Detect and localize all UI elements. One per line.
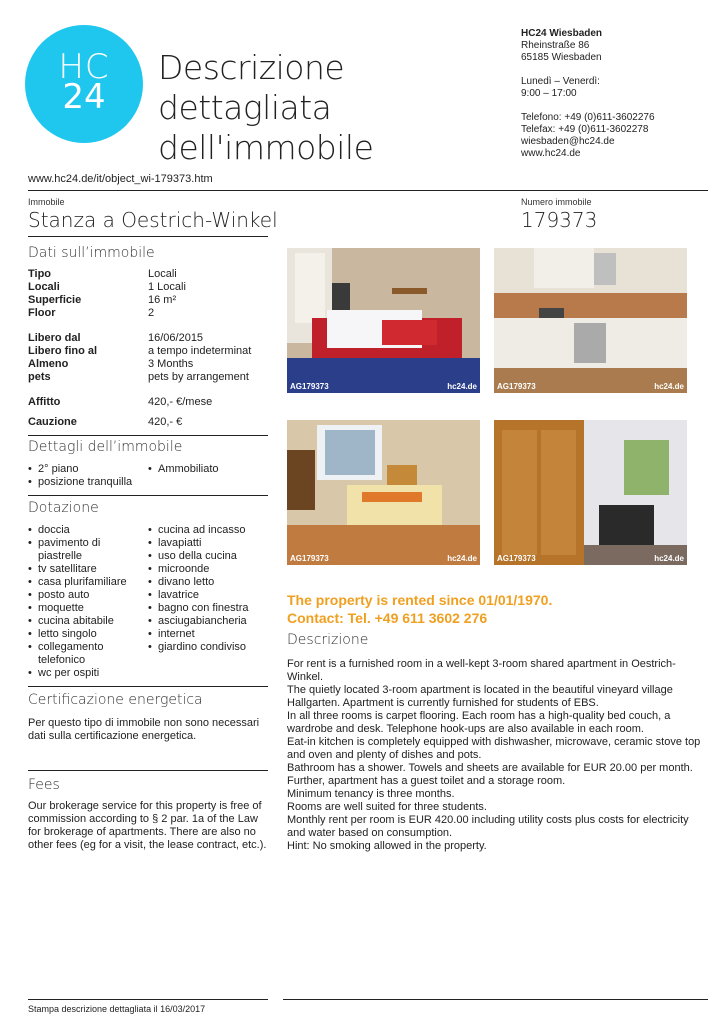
rent-value: 420,- €/mese — [148, 396, 213, 408]
photo-kitchen — [494, 248, 687, 393]
divider — [28, 236, 268, 237]
property-title: Stanza a Oestrich-Winkel — [28, 208, 278, 232]
fact-value: 3 Months — [148, 358, 194, 370]
fact-key: Libero fino al — [28, 345, 98, 357]
divider — [28, 435, 268, 436]
list-item: • wc per ospiti — [28, 667, 143, 680]
office-fax: Telefax: +49 (0)611-3602278 — [521, 124, 649, 135]
logo-text-24: 24 — [62, 77, 106, 117]
hc24-logo — [25, 25, 143, 143]
list-item: • cucina abitabile — [28, 615, 143, 628]
fact-key: Libero dal — [28, 332, 81, 344]
list-item: • lavapiatti — [148, 537, 273, 550]
photo-caption-brand: hc24.de — [654, 382, 684, 391]
list-item: • moquette — [28, 602, 143, 615]
description-line: Rooms are well suited for three students. — [287, 801, 487, 813]
description-line: The quietly located 3-room apartment is located in the beautiful vineyard village Hallgarten. Apartment is currently furnished for students of EBS. — [287, 684, 673, 709]
details-section-title: Dettagli dell’immobile — [28, 439, 183, 455]
property-number: 179373 — [521, 208, 598, 232]
rent-row — [28, 396, 268, 409]
list-item: • 2° piano — [28, 463, 148, 476]
list-item: • Ammobiliato — [148, 463, 268, 476]
fact-value: Locali — [148, 268, 177, 280]
photo-caption-brand: hc24.de — [447, 382, 477, 391]
property-number-label: Numero immobile — [521, 197, 592, 207]
list-item: • casa plurifamiliare — [28, 576, 143, 589]
photo-bedroom — [287, 248, 480, 393]
fact-value: 1 Locali — [148, 281, 186, 293]
fact-key: Floor — [28, 307, 56, 319]
energy-text: Per questo tipo di immobile non sono necessari dati sulla certificazione energetica. — [28, 717, 260, 742]
fact-key: Almeno — [28, 358, 69, 370]
footer-divider-right — [283, 999, 708, 1000]
fact-row — [28, 345, 268, 358]
office-hours-time: 9:00 – 17:00 — [521, 88, 577, 99]
fact-row — [28, 358, 268, 371]
features-section-title: Dotazione — [28, 500, 99, 516]
fact-key: pets — [28, 371, 51, 383]
list-item: • posizione tranquilla — [28, 476, 148, 489]
photo-caption-brand: hc24.de — [447, 554, 477, 563]
list-item: • asciugabiancheria — [148, 615, 273, 628]
dining-image — [287, 420, 480, 565]
deposit-key: Cauzione — [28, 416, 77, 428]
description-line: Bathroom has a shower. Towels and sheets are available for EUR 20.00 per month. — [287, 762, 693, 774]
rented-notice-contact[interactable]: Contact: Tel. +49 611 3602 276 — [287, 610, 488, 626]
fees-text: Our brokerage service for this property is free of commission according to § 2 par. 1a of the Law for brokerage of apartments. There are also no other fees (eg for a visit, the lease contract, etc.). — [28, 800, 267, 851]
office-phone: Telefono: +49 (0)611-3602276 — [521, 112, 655, 123]
photo-caption-id: AG179373 — [497, 382, 536, 391]
office-email[interactable]: wiesbaden@hc24.de — [521, 136, 615, 147]
document-title-line2: dell'immobile — [158, 128, 374, 167]
rent-key: Affitto — [28, 396, 61, 408]
description-line: Further, apartment has a guest toilet and a storage room. — [287, 775, 566, 787]
divider — [28, 190, 708, 191]
fact-value: a tempo indeterminat — [148, 345, 252, 357]
fact-key: Tipo — [28, 268, 52, 280]
divider — [28, 495, 268, 496]
footer-divider-left — [28, 999, 268, 1000]
wardrobe-image — [494, 420, 687, 565]
photo-caption-brand: hc24.de — [654, 554, 684, 563]
logo-text-hc: HC — [58, 47, 110, 87]
object-url[interactable]: www.hc24.de/it/object_wi-179373.htm — [28, 173, 213, 185]
list-item: • letto singolo — [28, 628, 143, 641]
description-line: Monthly rent per room is EUR 420.00 including utility costs plus costs for electricity and water based on consumption. — [287, 814, 689, 839]
fact-value: 16 m² — [148, 294, 177, 306]
office-web[interactable]: www.hc24.de — [521, 148, 581, 159]
photo-caption-id: AG179373 — [290, 382, 329, 391]
print-date: Stampa descrizione dettagliata il 16/03/2017 — [28, 1004, 206, 1014]
property-facts-group1 — [28, 268, 268, 320]
divider — [28, 770, 268, 771]
list-item: • doccia — [28, 524, 143, 537]
fact-value: 2 — [148, 307, 155, 319]
list-item: • lavatrice — [148, 589, 273, 602]
fact-key: Locali — [28, 281, 60, 293]
list-item: • cucina ad incasso — [148, 524, 273, 537]
office-name: HC24 Wiesbaden — [521, 28, 603, 39]
office-hours-days: Lunedì – Venerdì: — [521, 76, 600, 87]
description-text — [287, 658, 707, 853]
list-item: • uso della cucina — [148, 550, 273, 563]
rented-notice-line1: The property is rented since 01/01/1970. — [287, 592, 553, 608]
document-title — [158, 48, 518, 168]
fees-section-title: Fees — [28, 777, 60, 793]
list-item: • bagno con finestra — [148, 602, 273, 615]
photo-caption-id: AG179373 — [497, 554, 536, 563]
photo-wardrobe — [494, 420, 687, 565]
fact-value: pets by arrangement — [148, 371, 249, 383]
description-line: For rent is a furnished room in a well-kept 3-room shared apartment in Oestrich-Winkel. — [287, 658, 676, 683]
fact-key: Superficie — [28, 294, 82, 306]
description-line: Hint: No smoking allowed in the property. — [287, 840, 487, 852]
list-item: • collegamento telefonico — [28, 641, 143, 667]
property-label: Immobile — [28, 197, 65, 207]
property-facts-group2 — [28, 332, 268, 384]
kitchen-image — [494, 248, 687, 393]
description-line: In all three rooms is carpet flooring. Each room has a high-quality bed couch, a wardrobe and desk. Telephone hook-ups are also available in each room. — [287, 710, 671, 735]
description-section-title: Descrizione — [287, 632, 369, 648]
list-item: • pavimento di piastrelle — [28, 537, 143, 563]
fact-row — [28, 268, 268, 281]
list-item: • internet — [148, 628, 273, 641]
details-list-col1 — [28, 463, 148, 489]
energy-section-title: Certificazione energetica — [28, 692, 203, 708]
list-item: • tv satellitare — [28, 563, 143, 576]
deposit-row — [28, 416, 268, 429]
fact-row — [28, 371, 268, 384]
office-street: Rheinstraße 86 — [521, 40, 590, 51]
data-section-title: Dati sull’immobile — [28, 245, 155, 261]
fact-row — [28, 307, 268, 320]
description-line: Eat-in kitchen is completely equipped with dishwasher, microwave, ceramic stove top and oven and plenty of dishes and pots. — [287, 736, 701, 761]
features-list-col1 — [28, 524, 143, 680]
list-item: • microonde — [148, 563, 273, 576]
list-item: • posto auto — [28, 589, 143, 602]
fact-row — [28, 332, 268, 345]
deposit-value: 420,- € — [148, 416, 183, 428]
list-item: • giardino condiviso — [148, 641, 273, 654]
details-list-col2 — [148, 463, 268, 476]
office-contact — [521, 28, 711, 160]
fact-value: 16/06/2015 — [148, 332, 204, 344]
office-city: 65185 Wiesbaden — [521, 52, 602, 63]
rented-notice — [287, 591, 707, 627]
photo-dining — [287, 420, 480, 565]
document-title-line1: Descrizione dettagliata — [158, 48, 345, 127]
description-line: Minimum tenancy is three months. — [287, 788, 455, 800]
list-item: • divano letto — [148, 576, 273, 589]
photo-caption-id: AG179373 — [290, 554, 329, 563]
bedroom-image — [287, 248, 480, 393]
divider — [28, 686, 268, 687]
features-list-col2 — [148, 524, 273, 654]
fact-row — [28, 281, 268, 294]
fact-row — [28, 294, 268, 307]
